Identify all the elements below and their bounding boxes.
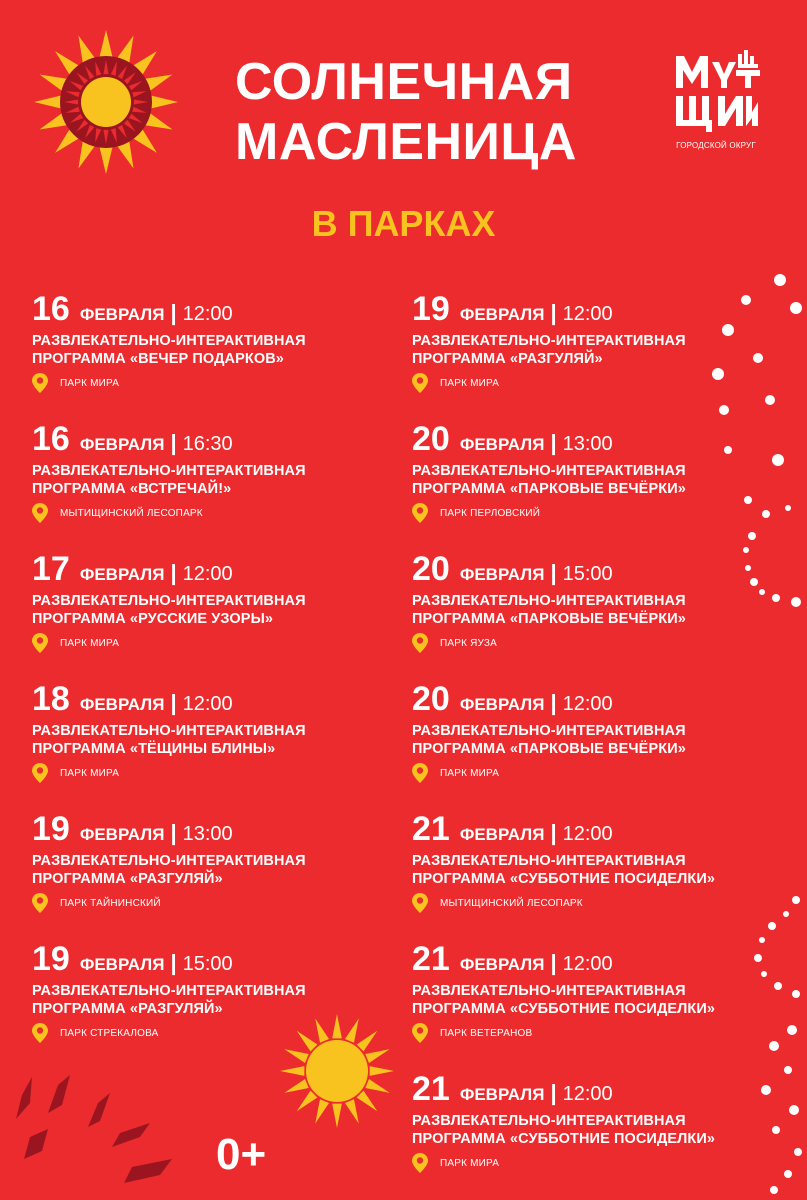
event-date (32, 290, 402, 328)
title-line-2: МАСЛЕНИЦА (235, 113, 577, 171)
event-description (412, 852, 782, 888)
event-type: РАЗВЛЕКАТЕЛЬНО-ИНТЕРАКТИВНАЯ (32, 723, 306, 739)
event-time: 13:00 (562, 433, 613, 455)
event-type: РАЗВЛЕКАТЕЛЬНО-ИНТЕРАКТИВНАЯ (32, 853, 306, 869)
event-place: МЫТИЩИНСКИЙ ЛЕСОПАРК (440, 897, 583, 909)
event-day: 20 (412, 680, 450, 718)
event-card (412, 810, 782, 920)
event-card (412, 940, 782, 1050)
event-description (412, 1112, 782, 1148)
event-separator: | (550, 690, 557, 715)
map-pin-icon (32, 893, 48, 913)
event-place: ПАРК ЯУЗА (440, 637, 497, 649)
event-day: 21 (412, 1070, 450, 1108)
event-location (412, 503, 782, 523)
event-date (32, 940, 402, 978)
event-separator: | (550, 950, 557, 975)
event-date (412, 810, 782, 848)
diamond-ornament-icon (0, 1075, 190, 1200)
event-location (412, 373, 782, 393)
event-month: ФЕВРАЛЯ (459, 435, 545, 454)
event-type: РАЗВЛЕКАТЕЛЬНО-ИНТЕРАКТИВНАЯ (412, 463, 686, 479)
event-program: ПРОГРАММА «СУББОТНИЕ ПОСИДЕЛКИ» (412, 1131, 716, 1147)
event-day: 21 (412, 940, 450, 978)
event-description (32, 332, 402, 368)
map-pin-icon (32, 1023, 48, 1043)
map-pin-icon (32, 503, 48, 523)
event-date (32, 810, 402, 848)
event-time: 15:00 (182, 953, 233, 975)
event-day: 19 (32, 810, 70, 848)
event-month: ФЕВРАЛЯ (459, 305, 545, 324)
event-card (412, 420, 782, 530)
event-separator: | (170, 820, 177, 845)
event-separator: | (170, 690, 177, 715)
event-place: ПАРК ВЕТЕРАНОВ (440, 1027, 533, 1039)
event-time: 12:00 (562, 693, 613, 715)
event-place: ПАРК МИРА (440, 1157, 500, 1169)
event-program: ПРОГРАММА «РАЗГУЛЯЙ» (32, 871, 223, 887)
event-date (32, 420, 402, 458)
event-month: ФЕВРАЛЯ (79, 565, 165, 584)
event-description (412, 332, 782, 368)
event-card (412, 1070, 782, 1180)
event-day: 19 (412, 290, 450, 328)
event-place: ПАРК ТАЙНИНСКИЙ (60, 897, 161, 909)
event-type: РАЗВЛЕКАТЕЛЬНО-ИНТЕРАКТИВНАЯ (32, 463, 306, 479)
event-card (32, 810, 402, 920)
event-separator: | (170, 430, 177, 455)
event-separator: | (550, 430, 557, 455)
event-program: ПРОГРАММА «СУББОТНИЕ ПОСИДЕЛКИ» (412, 1001, 716, 1017)
event-place: ПАРК ПЕРЛОВСКИЙ (440, 507, 541, 519)
map-pin-icon (412, 1153, 428, 1173)
event-location (32, 763, 402, 783)
event-time: 12:00 (182, 303, 233, 325)
event-card (412, 290, 782, 400)
event-card (412, 550, 782, 660)
event-description (32, 852, 402, 888)
event-month: ФЕВРАЛЯ (459, 565, 545, 584)
event-description (32, 592, 402, 628)
map-pin-icon (412, 373, 428, 393)
event-day: 19 (32, 940, 70, 978)
event-time: 12:00 (182, 693, 233, 715)
event-type: РАЗВЛЕКАТЕЛЬНО-ИНТЕРАКТИВНАЯ (412, 333, 686, 349)
event-program: ПРОГРАММА «ПАРКОВЫЕ ВЕЧЁРКИ» (412, 741, 686, 757)
event-place: ПАРК МИРА (60, 637, 120, 649)
event-month: ФЕВРАЛЯ (459, 825, 545, 844)
map-pin-icon (412, 763, 428, 783)
event-location (32, 633, 402, 653)
event-description (412, 982, 782, 1018)
page-title (235, 52, 577, 172)
event-description (32, 462, 402, 498)
event-time: 12:00 (562, 303, 613, 325)
event-program: ПРОГРАММА «ВСТРЕЧАЙ!» (32, 481, 232, 497)
event-separator: | (550, 300, 557, 325)
event-place: ПАРК МИРА (60, 377, 120, 389)
event-day: 16 (32, 420, 70, 458)
event-separator: | (170, 300, 177, 325)
event-location (412, 633, 782, 653)
event-description (412, 462, 782, 498)
map-pin-icon (32, 763, 48, 783)
event-location (32, 373, 402, 393)
event-month: ФЕВРАЛЯ (459, 955, 545, 974)
event-date (412, 290, 782, 328)
event-month: ФЕВРАЛЯ (79, 435, 165, 454)
logo-caption: ГОРОДСКОЙ ОКРУГ (676, 141, 756, 150)
map-pin-icon (412, 633, 428, 653)
event-type: РАЗВЛЕКАТЕЛЬНО-ИНТЕРАКТИВНАЯ (412, 1113, 686, 1129)
event-date (412, 1070, 782, 1108)
event-time: 12:00 (562, 823, 613, 845)
event-month: ФЕВРАЛЯ (459, 695, 545, 714)
event-separator: | (550, 1080, 557, 1105)
event-day: 20 (412, 550, 450, 588)
event-description (412, 722, 782, 758)
event-place: МЫТИЩИНСКИЙ ЛЕСОПАРК (60, 507, 203, 519)
map-pin-icon (32, 633, 48, 653)
event-time: 13:00 (182, 823, 233, 845)
map-pin-icon (412, 893, 428, 913)
map-pin-icon (32, 373, 48, 393)
event-month: ФЕВРАЛЯ (79, 955, 165, 974)
event-time: 12:00 (562, 1083, 613, 1105)
event-date (412, 420, 782, 458)
event-day: 20 (412, 420, 450, 458)
event-separator: | (550, 820, 557, 845)
event-day: 18 (32, 680, 70, 718)
age-rating: 0+ (216, 1130, 267, 1179)
event-type: РАЗВЛЕКАТЕЛЬНО-ИНТЕРАКТИВНАЯ (412, 983, 686, 999)
event-month: ФЕВРАЛЯ (79, 825, 165, 844)
event-time: 16:30 (182, 433, 233, 455)
event-type: РАЗВЛЕКАТЕЛЬНО-ИНТЕРАКТИВНАЯ (412, 853, 686, 869)
event-place: ПАРК МИРА (440, 377, 500, 389)
event-type: РАЗВЛЕКАТЕЛЬНО-ИНТЕРАКТИВНАЯ (32, 593, 306, 609)
event-type: РАЗВЛЕКАТЕЛЬНО-ИНТЕРАКТИВНАЯ (32, 333, 306, 349)
event-day: 16 (32, 290, 70, 328)
event-date (412, 940, 782, 978)
map-pin-icon (412, 503, 428, 523)
event-date (412, 680, 782, 718)
sun-icon (278, 1012, 396, 1130)
event-program: ПРОГРАММА «РАЗГУЛЯЙ» (32, 1001, 223, 1017)
map-pin-icon (412, 1023, 428, 1043)
event-day: 21 (412, 810, 450, 848)
event-card (32, 680, 402, 790)
event-time: 15:00 (562, 563, 613, 585)
event-card (32, 420, 402, 530)
event-time: 12:00 (562, 953, 613, 975)
event-date (32, 680, 402, 718)
event-description (412, 592, 782, 628)
event-description (32, 722, 402, 758)
event-location (412, 763, 782, 783)
event-date (412, 550, 782, 588)
subtitle-text: В ПАРКАХ (311, 203, 496, 244)
event-month: ФЕВРАЛЯ (79, 305, 165, 324)
event-time: 12:00 (182, 563, 233, 585)
event-program: ПРОГРАММА «РУССКИЕ УЗОРЫ» (32, 611, 274, 627)
event-place: ПАРК МИРА (440, 767, 500, 779)
event-program: ПРОГРАММА «ПАРКОВЫЕ ВЕЧЁРКИ» (412, 481, 686, 497)
event-day: 17 (32, 550, 70, 588)
event-program: ПРОГРАММА «ПАРКОВЫЕ ВЕЧЁРКИ» (412, 611, 686, 627)
title-line-1: СОЛНЕЧНАЯ (235, 53, 573, 111)
event-type: РАЗВЛЕКАТЕЛЬНО-ИНТЕРАКТИВНАЯ (412, 723, 686, 739)
event-month: ФЕВРАЛЯ (79, 695, 165, 714)
event-program: ПРОГРАММА «ТЁЩИНЫ БЛИНЫ» (32, 741, 276, 757)
event-place: ПАРК СТРЕКАЛОВА (60, 1027, 159, 1039)
event-separator: | (170, 560, 177, 585)
subtitle (0, 203, 807, 245)
event-location (32, 893, 402, 913)
event-location (412, 1023, 782, 1043)
event-card (412, 680, 782, 790)
event-location (412, 1153, 782, 1173)
sun-ornament-icon (32, 28, 180, 176)
event-program: ПРОГРАММА «ВЕЧЕР ПОДАРКОВ» (32, 351, 284, 367)
event-separator: | (550, 560, 557, 585)
event-program: ПРОГРАММА «РАЗГУЛЯЙ» (412, 351, 603, 367)
event-type: РАЗВЛЕКАТЕЛЬНО-ИНТЕРАКТИВНАЯ (412, 593, 686, 609)
event-place: ПАРК МИРА (60, 767, 120, 779)
event-program: ПРОГРАММА «СУББОТНИЕ ПОСИДЕЛКИ» (412, 871, 716, 887)
event-type: РАЗВЛЕКАТЕЛЬНО-ИНТЕРАКТИВНАЯ (32, 983, 306, 999)
event-location (32, 503, 402, 523)
event-date (32, 550, 402, 588)
event-card (32, 290, 402, 400)
event-location (412, 893, 782, 913)
event-card (32, 550, 402, 660)
event-separator: | (170, 950, 177, 975)
event-month: ФЕВРАЛЯ (459, 1085, 545, 1104)
